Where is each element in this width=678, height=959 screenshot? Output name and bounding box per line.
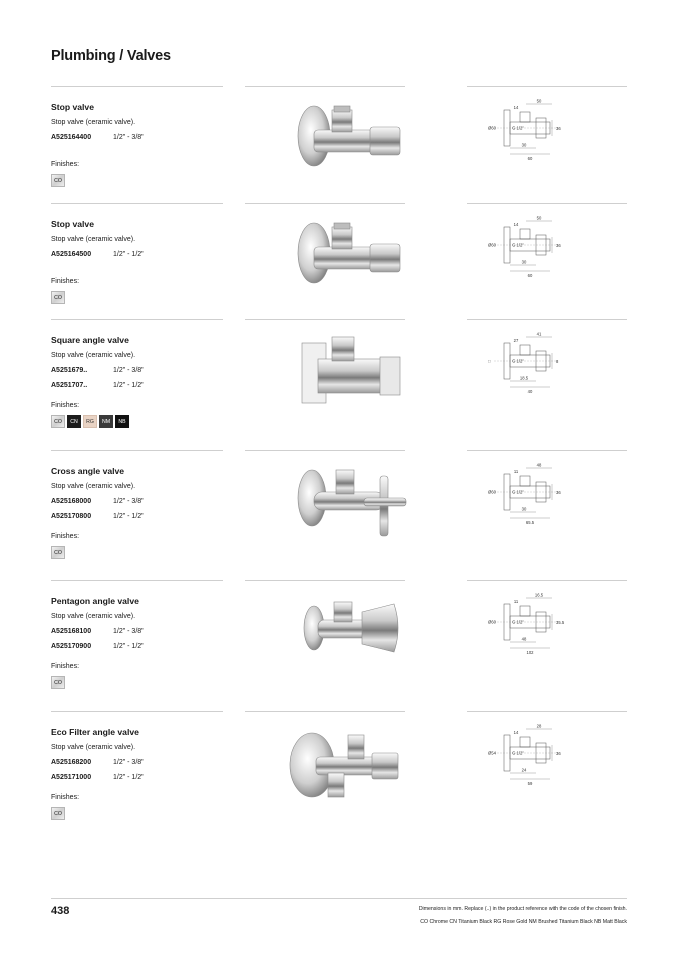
dimension-label-diameter: Ø60 [488, 489, 496, 495]
finish-swatch-nm: NM [99, 415, 113, 428]
dimension-label-top: 50 [536, 215, 542, 221]
product-reference: A525168000 [51, 498, 92, 505]
product-photo [262, 96, 432, 184]
valve-body [318, 620, 368, 638]
finishes-label: Finishes: [51, 794, 80, 801]
section-divider [245, 203, 405, 204]
product-block [51, 101, 241, 187]
finish-swatches [51, 676, 241, 689]
section-divider [467, 711, 627, 712]
filter-housing [328, 773, 344, 797]
section-divider [51, 86, 223, 87]
dimension-label-top: 41 [536, 331, 542, 337]
finishes-label: Finishes: [51, 533, 80, 540]
section-divider [51, 450, 223, 451]
finish-swatches [51, 807, 241, 820]
dimension-label-left: 14 [513, 222, 519, 227]
dimension-label-diameter: Ø60 [488, 125, 496, 131]
product-photo [262, 329, 432, 417]
product-reference: A525170900 [51, 643, 92, 650]
finish-swatch-co: CO [51, 291, 65, 304]
dimension-label-bottom: 60 [527, 273, 533, 278]
pentagon-handle [362, 604, 398, 652]
dimension-label-mid: 30 [521, 506, 527, 512]
product-code-row [51, 624, 241, 639]
finish-swatch-rg: RG [83, 415, 97, 428]
section-divider [51, 580, 223, 581]
drawing-outlet [520, 112, 530, 122]
dimension-label-left: 11 [513, 599, 519, 604]
product-description: Stop valve (ceramic valve). [51, 483, 136, 490]
finish-swatch-co: CO [51, 174, 65, 187]
technical-drawing [466, 590, 586, 660]
finish-swatch-co: CO [51, 546, 65, 559]
outlet-connector [332, 110, 352, 132]
dimension-label-right: 36 [556, 126, 561, 131]
thread-label: G 1/2" [512, 750, 524, 756]
footer-divider [51, 898, 627, 899]
finish-swatch-co: CO [51, 676, 65, 689]
product-description: Stop valve (ceramic valve). [51, 613, 136, 620]
product-reference: A525164500 [51, 251, 92, 258]
finish-swatches [51, 291, 241, 304]
section-divider [467, 580, 627, 581]
finish-swatches [51, 546, 241, 559]
product-codes [51, 247, 241, 262]
drawing-outlet [520, 606, 530, 616]
product-name: Square angle valve [51, 335, 129, 345]
product-description: Stop valve (ceramic valve). [51, 352, 136, 359]
dimension-label-diameter: □ [488, 358, 491, 364]
connection-size: 1/2" - 3/8" [113, 759, 144, 766]
finish-swatch-co: CO [51, 807, 65, 820]
handle [370, 127, 400, 155]
finishes-label: Finishes: [51, 278, 80, 285]
dimension-label-right: 36 [556, 751, 561, 756]
product-codes [51, 363, 241, 393]
section-divider [467, 319, 627, 320]
dimension-label-right: 36 [556, 243, 561, 248]
page-number: 438 [51, 905, 70, 917]
dimension-label-bottom: 40 [527, 389, 533, 394]
product-description: Stop valve (ceramic valve). [51, 119, 136, 126]
finish-swatch-cn: CN [67, 415, 81, 428]
technical-drawing [466, 96, 586, 166]
connection-size: 1/2" - 1/2" [113, 382, 144, 389]
product-description: Stop valve (ceramic valve). [51, 236, 136, 243]
dimension-label-mid: 18.5 [519, 375, 529, 381]
outlet-connector [348, 735, 364, 759]
dimension-label-mid: 30 [521, 259, 527, 265]
product-reference: A525168100 [51, 628, 92, 635]
product-name: Stop valve [51, 219, 94, 229]
dimension-label-bottom: 65.5 [525, 520, 535, 525]
section-divider [245, 319, 405, 320]
handle [372, 753, 398, 779]
product-code-row [51, 639, 241, 654]
dimension-label-top: 48 [536, 462, 542, 468]
dimension-label-bottom: 102 [526, 650, 534, 655]
connection-size: 1/2" - 3/8" [113, 134, 144, 141]
product-photo [262, 460, 432, 548]
product-code-row [51, 247, 241, 262]
product-codes [51, 624, 241, 654]
dimension-label-right: 35.5 [556, 620, 565, 625]
product-name: Cross angle valve [51, 466, 125, 476]
drawing-outlet [520, 476, 530, 486]
section-divider [467, 203, 627, 204]
dimension-label-mid: 48 [521, 636, 527, 642]
dimension-label-mid: 30 [521, 142, 527, 148]
cross-handle-horizontal [364, 498, 406, 506]
connection-size: 1/2" - 1/2" [113, 251, 144, 258]
technical-drawing [466, 721, 586, 791]
dimension-label-bottom: 60 [527, 156, 533, 161]
connection-size: 1/2" - 3/8" [113, 498, 144, 505]
section-divider [467, 86, 627, 87]
product-code-row [51, 755, 241, 770]
product-codes [51, 494, 241, 524]
finishes-label: Finishes: [51, 663, 80, 670]
finishes-label: Finishes: [51, 402, 80, 409]
dimension-label-right: 8 [556, 359, 559, 364]
product-block [51, 726, 241, 820]
thread-label: G 1/2" [512, 619, 524, 625]
product-code-row [51, 509, 241, 524]
product-block [51, 595, 241, 689]
dimension-label-right: 36 [556, 490, 561, 495]
dimension-label-bottom: 59 [527, 781, 533, 786]
section-divider [51, 203, 223, 204]
outlet-thread [334, 106, 350, 112]
section-divider [51, 319, 223, 320]
product-code-row [51, 378, 241, 393]
dimension-label-left: 11 [513, 469, 519, 474]
dimension-label-diameter: Ø60 [488, 619, 496, 625]
dimension-label-top: 28 [536, 723, 542, 729]
outlet-connector [334, 602, 352, 622]
drawing-outlet [520, 229, 530, 239]
dimension-label-diameter: Ø54 [488, 750, 496, 756]
technical-drawing [466, 213, 586, 283]
product-reference: A525164400 [51, 134, 92, 141]
connection-size: 1/2" - 1/2" [113, 774, 144, 781]
thread-label: G 1/2" [512, 489, 524, 495]
section-divider [51, 711, 223, 712]
connection-size: 1/2" - 1/2" [113, 513, 144, 520]
product-code-row [51, 130, 241, 145]
product-name: Eco Filter angle valve [51, 727, 139, 737]
dimension-label-left: 14 [513, 730, 519, 735]
product-codes [51, 130, 241, 145]
square-handle [380, 357, 400, 395]
footer-note: Dimensions in mm. Replace (..) in the product reference with the code of the chosen finish. [418, 906, 627, 912]
section-divider [245, 711, 405, 712]
product-reference: A525171000 [51, 774, 92, 781]
product-code-row [51, 770, 241, 785]
dimension-label-diameter: Ø60 [488, 242, 496, 248]
dimension-label-top: 16.5 [534, 592, 544, 598]
product-block [51, 218, 241, 304]
technical-drawing [466, 460, 586, 530]
dimension-label-left: 14 [513, 105, 519, 110]
drawing-outlet [520, 737, 530, 747]
product-photo [262, 721, 432, 809]
dimension-label-mid: 24 [521, 767, 527, 773]
section-divider [467, 450, 627, 451]
finish-legend: CO Chrome CN Titanium Black RG Rose Gold NM Brushed Titanium Black NB Matt Black [420, 919, 627, 925]
page-title: Plumbing / Valves [51, 48, 171, 64]
finish-swatches [51, 415, 241, 428]
product-reference: A525168200 [51, 759, 92, 766]
product-code-row [51, 494, 241, 509]
product-block [51, 465, 241, 559]
product-name: Pentagon angle valve [51, 596, 139, 606]
outlet-connector [332, 337, 354, 361]
outlet-thread [334, 223, 350, 229]
product-name: Stop valve [51, 102, 94, 112]
product-block [51, 334, 241, 428]
product-reference: A5251707.. [51, 382, 88, 389]
finish-swatches [51, 174, 241, 187]
thread-label: G 1/2" [512, 242, 524, 248]
finish-swatch-nb: NB [115, 415, 129, 428]
connection-size: 1/2" - 1/2" [113, 643, 144, 650]
dimension-label-left: 27 [513, 338, 519, 343]
product-reference: A525170800 [51, 513, 92, 520]
finishes-label: Finishes: [51, 161, 80, 168]
connection-size: 1/2" - 3/8" [113, 628, 144, 635]
product-description: Stop valve (ceramic valve). [51, 744, 136, 751]
section-divider [245, 450, 405, 451]
drawing-outlet [520, 345, 530, 355]
handle [370, 244, 400, 272]
finish-swatch-co: CO [51, 415, 65, 428]
product-code-row [51, 363, 241, 378]
connection-size: 1/2" - 3/8" [113, 367, 144, 374]
product-codes [51, 755, 241, 785]
product-photo [262, 590, 432, 678]
product-photo [262, 213, 432, 301]
thread-label: G 1/2" [512, 358, 524, 364]
technical-drawing [466, 329, 586, 399]
thread-label: G 1/2" [512, 125, 524, 131]
section-divider [245, 86, 405, 87]
section-divider [245, 580, 405, 581]
outlet-connector [336, 470, 354, 494]
product-reference: A5251679.. [51, 367, 88, 374]
dimension-label-top: 50 [536, 98, 542, 104]
outlet-connector [332, 227, 352, 249]
